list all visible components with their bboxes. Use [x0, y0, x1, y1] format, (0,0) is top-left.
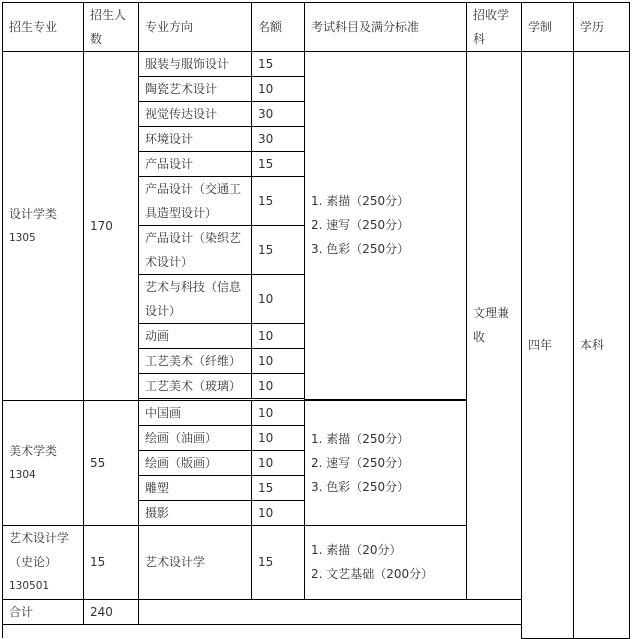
quota-cell: 30 — [252, 102, 305, 127]
bottom-blank — [3, 624, 522, 638]
design-exam-cell — [305, 52, 467, 400]
fineart-major-name: 美术学类 — [9, 443, 58, 458]
exam-line: 2. 速写（250分） — [311, 455, 410, 470]
quota-cell: 10 — [252, 349, 305, 374]
shared-duration-cell: 四年 — [522, 52, 574, 639]
header-duration: 学制 — [522, 3, 574, 52]
header-exam: 考试科目及满分标准 — [305, 3, 467, 52]
total-label: 合计 — [3, 599, 84, 624]
theory-exam-cell — [305, 525, 467, 599]
table-row — [3, 52, 630, 77]
quota-cell: 10 — [252, 77, 305, 102]
direction-cell: 产品设计（染织艺术设计） — [139, 226, 252, 275]
direction-cell: 绘画（版画） — [139, 450, 252, 475]
design-major-code: 1305 — [9, 231, 36, 244]
exam-line: 1. 素描（20分） — [311, 543, 402, 557]
theory-major-name: 艺术设计学（史论） — [9, 531, 70, 569]
total-blank — [139, 599, 522, 624]
fineart-count: 55 — [84, 400, 139, 525]
exam-line: 1. 素描（250分） — [311, 194, 410, 209]
design-major-cell — [3, 52, 84, 401]
exam-line: 2. 速写（250分） — [311, 218, 410, 233]
direction-cell: 艺术与科技（信息设计） — [139, 275, 252, 324]
exam-line: 2. 文艺基础（200分） — [311, 567, 434, 581]
fineart-exam-cell — [305, 400, 467, 525]
direction-cell: 工艺美术（纤维） — [139, 349, 252, 374]
fineart-major-cell — [3, 400, 84, 525]
quota-cell: 10 — [252, 374, 305, 399]
direction-cell: 陶瓷艺术设计 — [139, 77, 252, 102]
direction-cell: 摄影 — [139, 500, 252, 525]
quota-cell: 10 — [252, 275, 305, 324]
direction-cell: 产品设计 — [139, 152, 252, 177]
quota-cell: 15 — [252, 525, 305, 599]
direction-cell: 产品设计（交通工具造型设计） — [139, 177, 252, 226]
header-enroll: 招生人数 — [84, 3, 139, 52]
header-major: 招生专业 — [3, 3, 84, 52]
direction-cell: 艺术设计学 — [139, 525, 252, 599]
theory-count: 15 — [84, 525, 139, 599]
quota-cell: 15 — [252, 152, 305, 177]
shared-degree-cell: 本科 — [574, 52, 630, 639]
total-count: 240 — [84, 599, 139, 624]
header-direction: 专业方向 — [139, 3, 252, 52]
direction-cell: 视觉传达设计 — [139, 102, 252, 127]
quota-cell: 10 — [252, 500, 305, 525]
direction-cell: 工艺美术（玻璃） — [139, 374, 252, 399]
theory-major-code: 130501 — [9, 580, 50, 592]
direction-cell: 中国画 — [139, 400, 252, 425]
quota-cell: 15 — [252, 226, 305, 275]
quota-cell: 15 — [252, 52, 305, 77]
design-major-name: 设计学类 — [9, 206, 58, 221]
header-degree: 学历 — [574, 3, 630, 52]
quota-cell: 15 — [252, 177, 305, 226]
header-quota: 名额 — [252, 3, 305, 52]
fineart-major-code: 1304 — [9, 468, 36, 481]
exam-line: 3. 色彩（250分） — [311, 479, 410, 494]
enrollment-table — [2, 2, 630, 639]
exam-line: 3. 色彩（250分） — [311, 242, 410, 257]
header-row — [3, 3, 630, 52]
quota-cell: 10 — [252, 324, 305, 349]
exam-line: 1. 素描（250分） — [311, 431, 410, 446]
direction-cell: 环境设计 — [139, 127, 252, 152]
direction-cell: 动画 — [139, 324, 252, 349]
quota-cell: 15 — [252, 475, 305, 500]
direction-cell: 雕塑 — [139, 475, 252, 500]
quota-cell: 10 — [252, 400, 305, 425]
direction-cell: 服装与服饰设计 — [139, 52, 252, 77]
shared-subject-cell: 文理兼收 — [467, 52, 522, 600]
quota-cell: 30 — [252, 127, 305, 152]
theory-major-cell — [3, 525, 84, 599]
header-subject: 招收学科 — [467, 3, 522, 52]
quota-cell: 10 — [252, 425, 305, 450]
direction-cell: 绘画（油画） — [139, 425, 252, 450]
design-count: 170 — [84, 52, 139, 401]
quota-cell: 10 — [252, 450, 305, 475]
